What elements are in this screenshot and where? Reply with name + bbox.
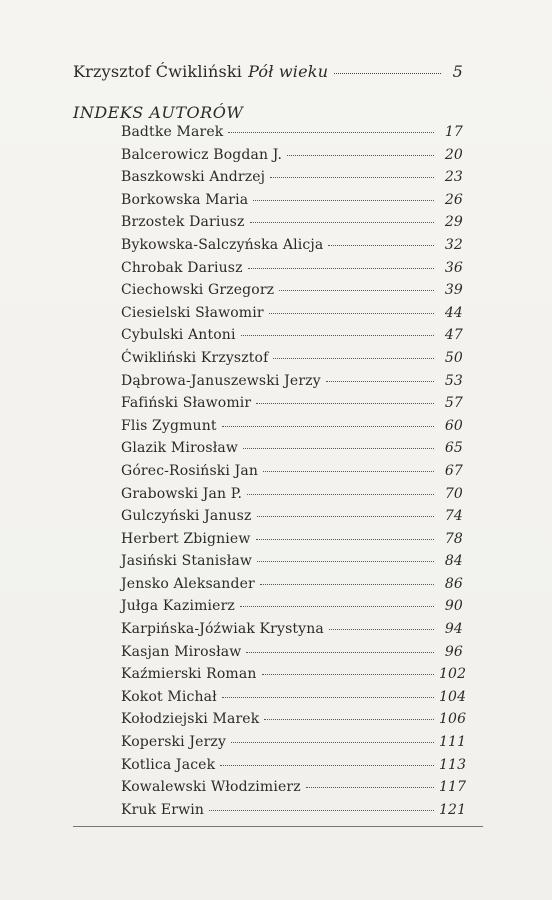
index-entry-name: Jensko Aleksander — [121, 575, 255, 592]
index-entry-page: 26 — [444, 191, 463, 208]
index-entry-name: Baszkowski Andrzej — [121, 169, 266, 186]
index-entry — [121, 305, 463, 328]
index-entry-name: Flis Zygmunt — [121, 417, 217, 434]
toc-entry-author: Krzysztof Ćwikliński — [73, 62, 243, 81]
dot-leader — [264, 719, 434, 720]
index-entry-name: Chrobak Dariusz — [121, 259, 243, 276]
index-entry — [121, 282, 463, 305]
dot-leader — [222, 426, 434, 427]
index-entry-page: 74 — [444, 508, 463, 525]
dot-leader — [287, 155, 434, 156]
dot-leader — [257, 561, 434, 562]
index-entry-name: Karpińska-Jóźwiak Krystyna — [121, 621, 324, 638]
index-entry-name: Gulczyński Janusz — [121, 508, 252, 525]
index-entry-page: 36 — [444, 259, 463, 276]
index-entry-name: Kotlica Jacek — [121, 756, 216, 773]
index-entry — [121, 373, 463, 396]
index-entry — [121, 147, 463, 170]
dot-leader — [257, 516, 434, 517]
index-entry-name: Badtke Marek — [121, 124, 224, 140]
index-entry-name: Cybulski Antoni — [121, 327, 236, 344]
index-entry-page: 20 — [444, 146, 463, 163]
dot-leader — [243, 448, 434, 449]
dot-leader — [250, 222, 434, 223]
index-entry-name: Jułga Kazimierz — [121, 598, 235, 615]
index-entry — [121, 688, 467, 712]
index-entry-page: 113 — [439, 756, 467, 773]
dot-leader — [256, 403, 434, 404]
index-entry — [121, 463, 463, 486]
dot-leader — [334, 73, 441, 74]
index-entry-page: 67 — [444, 462, 463, 479]
index-entry-page: 17 — [444, 124, 463, 140]
index-entry-page: 29 — [444, 214, 463, 231]
index-entry — [121, 734, 467, 757]
dot-leader — [253, 200, 434, 201]
index-entry-name: Brzostek Dariusz — [121, 214, 245, 231]
index-entry-page: 96 — [444, 643, 463, 660]
index-entry — [121, 237, 463, 260]
index-entry-page: 90 — [444, 598, 463, 615]
index-entry-name: Bykowska-Salczyńska Alicja — [121, 236, 324, 253]
dot-leader — [256, 539, 435, 540]
index-entry — [121, 756, 467, 780]
index-entry-page: 94 — [444, 621, 463, 638]
index-entry — [121, 440, 463, 463]
index-entry-name: Ciechowski Grzegorz — [121, 282, 275, 299]
dot-leader — [241, 335, 434, 336]
index-entry-name: Koperski Jerzy — [121, 734, 227, 751]
index-entry-page: 32 — [444, 236, 463, 253]
index-entry-page: 23 — [444, 169, 463, 186]
dot-leader — [326, 381, 434, 382]
index-entry-name: Balcerowicz Bogdan J. — [121, 146, 283, 163]
index-entry-page: 102 — [439, 666, 467, 683]
dot-leader — [231, 742, 434, 743]
author-index-list — [121, 124, 467, 824]
index-entry-page: 44 — [444, 304, 463, 321]
dot-leader — [279, 290, 434, 291]
index-entry — [121, 531, 463, 554]
index-entry — [121, 598, 463, 621]
dot-leader — [222, 697, 434, 698]
index-entry-name: Grabowski Jan P. — [121, 485, 243, 502]
index-entry-name: Ćwikliński Krzysztof — [121, 349, 269, 366]
index-entry-name: Kaźmierski Roman — [121, 666, 257, 683]
index-entry — [121, 214, 463, 237]
dot-leader — [328, 245, 434, 246]
dot-leader — [262, 674, 434, 675]
index-entry-name: Jasiński Stanisław — [121, 553, 253, 570]
dot-leader — [263, 471, 434, 472]
index-entry-page: 65 — [444, 440, 463, 457]
index-entry — [121, 644, 463, 667]
index-entry — [121, 779, 467, 802]
index-entry-page: 39 — [444, 282, 463, 299]
index-entry-page: 78 — [444, 530, 463, 547]
index-entry — [121, 327, 463, 350]
index-entry — [121, 621, 463, 644]
index-entry — [121, 801, 467, 825]
index-entry — [121, 666, 467, 689]
index-entry-name: Kowalewski Włodzimierz — [121, 779, 301, 796]
dot-leader — [220, 765, 434, 766]
index-entry — [121, 169, 463, 192]
dot-leader — [248, 268, 434, 269]
dot-leader — [306, 787, 434, 788]
bottom-rule — [73, 826, 483, 827]
index-entry — [121, 553, 463, 576]
index-entry-name: Kruk Erwin — [121, 801, 204, 818]
index-entry — [121, 395, 463, 418]
index-entry-name: Glazik Mirosław — [121, 440, 239, 457]
index-entry-name: Borkowska Maria — [121, 191, 249, 208]
index-entry — [121, 486, 463, 509]
index-entry-page: 104 — [439, 688, 467, 705]
index-entry-page: 106 — [439, 711, 467, 728]
dot-leader — [269, 313, 434, 314]
index-entry — [121, 576, 463, 599]
toc-entry-title: Pół wieku — [248, 62, 329, 81]
dot-leader — [240, 606, 434, 607]
dot-leader — [270, 177, 434, 178]
index-entry-name: Kokot Michał — [121, 688, 217, 705]
index-entry-name: Górec-Rosiński Jan — [121, 462, 259, 479]
index-entry-name: Kołodziejski Marek — [121, 711, 260, 728]
index-entry — [121, 711, 467, 734]
index-entry-page: 53 — [444, 372, 463, 389]
toc-entry-page: 5 — [452, 62, 463, 81]
index-entry-page: 50 — [444, 349, 463, 366]
toc-entry-top — [73, 62, 463, 81]
index-entry — [121, 260, 463, 283]
index-entry-name: Fafiński Sławomir — [121, 395, 252, 412]
index-entry-name: Kasjan Mirosław — [121, 643, 242, 660]
dot-leader — [247, 494, 434, 495]
index-entry-page: 84 — [444, 553, 463, 570]
dot-leader — [273, 358, 434, 359]
index-entry — [121, 418, 463, 441]
index-entry — [121, 350, 463, 373]
dot-leader — [246, 652, 434, 653]
dot-leader — [260, 584, 434, 585]
index-entry-name: Ciesielski Sławomir — [121, 304, 264, 321]
index-entry-page: 70 — [444, 485, 463, 502]
index-entry-name: Dąbrowa-Januszewski Jerzy — [121, 372, 321, 389]
index-entry-page: 57 — [444, 395, 463, 412]
dot-leader — [209, 810, 434, 811]
index-entry-page: 60 — [444, 417, 463, 434]
dot-leader — [329, 629, 434, 630]
index-entry — [121, 192, 463, 215]
index-entry-page: 111 — [439, 734, 467, 751]
section-heading: INDEKS AUTORÓW — [73, 103, 244, 122]
index-entry-page: 121 — [439, 801, 467, 818]
index-entry-page: 117 — [439, 779, 467, 796]
index-entry — [121, 508, 463, 531]
index-entry — [121, 124, 463, 147]
index-entry-page: 47 — [444, 327, 463, 344]
index-entry-page: 86 — [444, 575, 463, 592]
dot-leader — [228, 132, 434, 133]
index-entry-name: Herbert Zbigniew — [121, 530, 251, 547]
